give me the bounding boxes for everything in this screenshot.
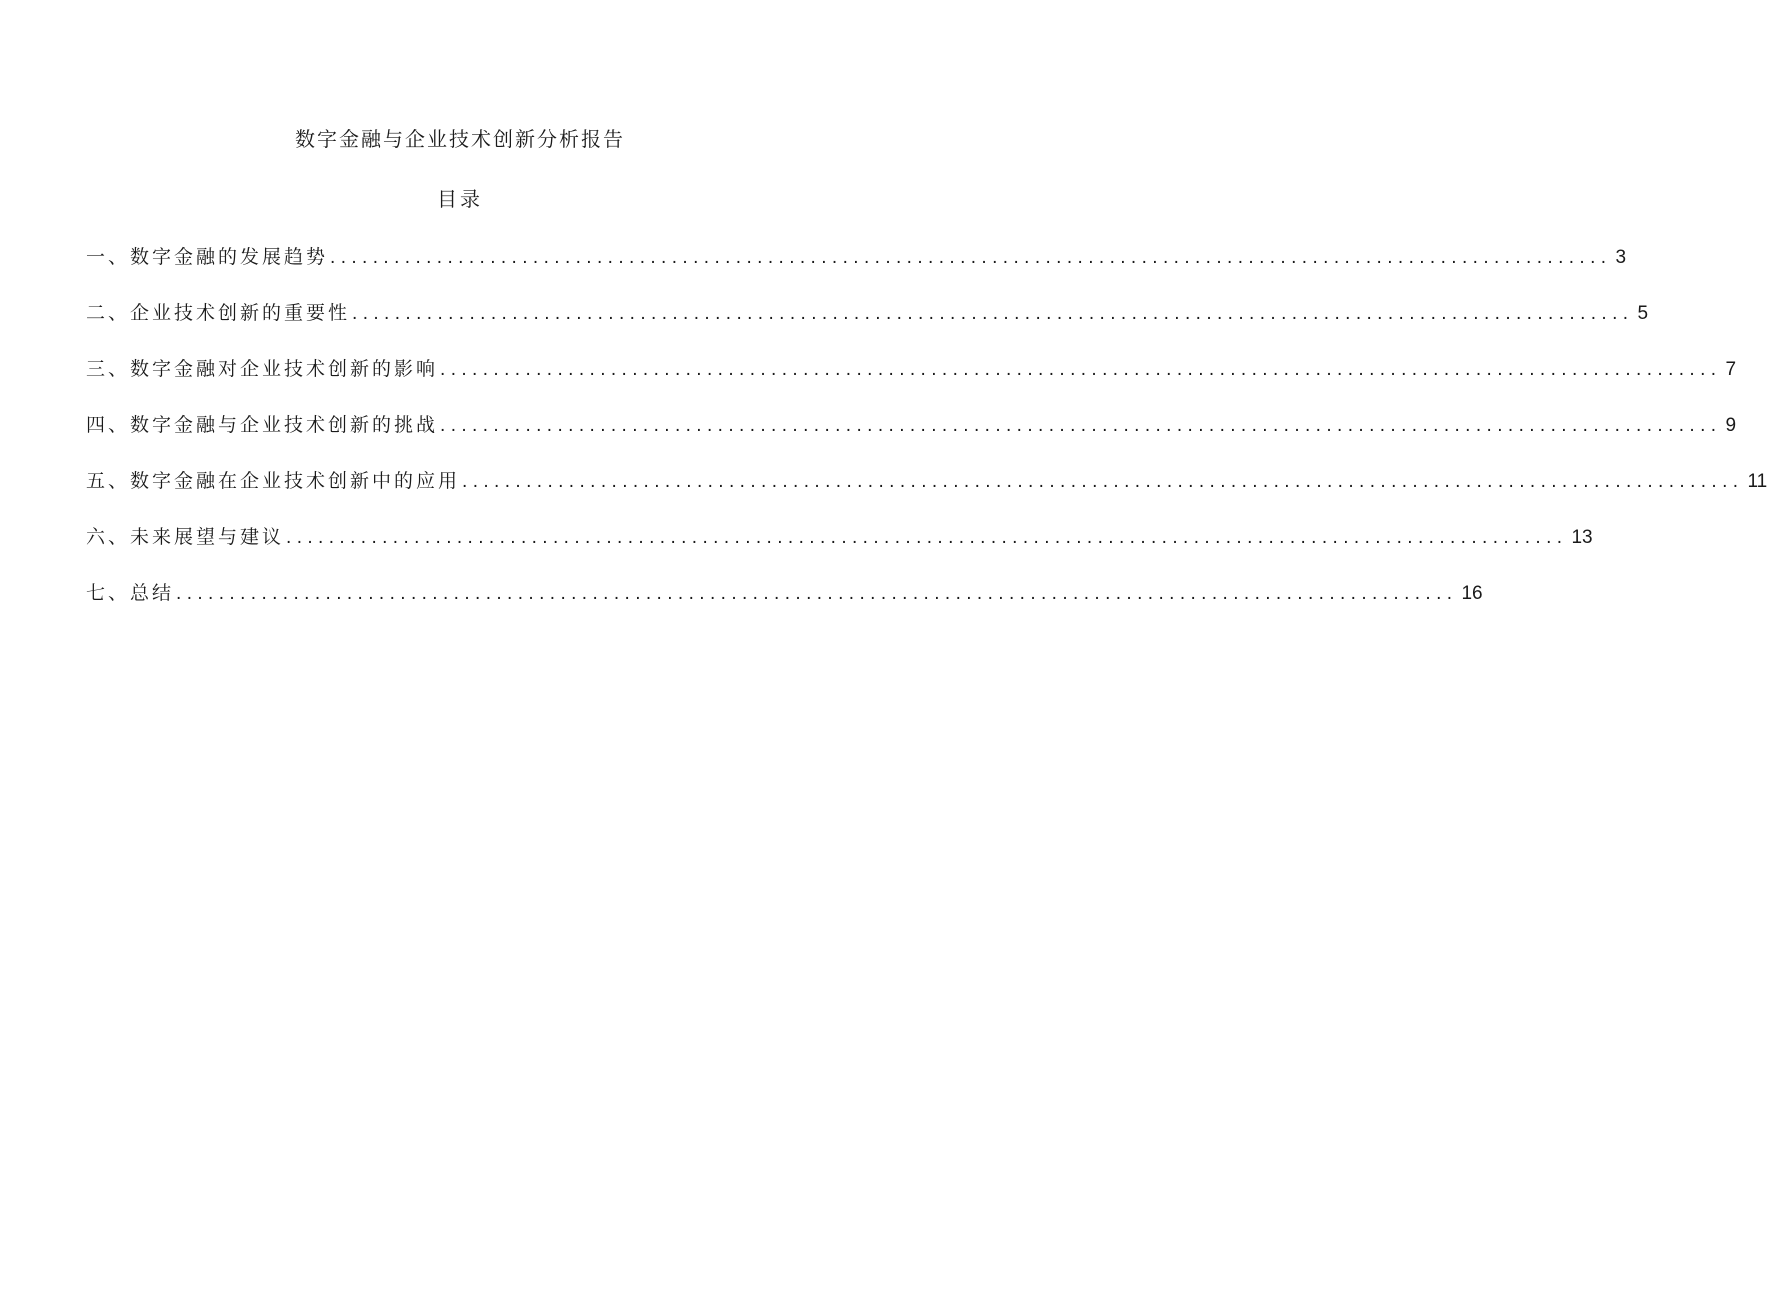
toc-page-number: 13 — [1571, 527, 1593, 548]
toc-entry[interactable] — [86, 410, 1737, 466]
toc-page-number: 9 — [1725, 415, 1737, 436]
toc-page-number: 3 — [1615, 247, 1627, 268]
toc-page-number: 16 — [1461, 583, 1483, 604]
toc-entry[interactable] — [86, 466, 1767, 522]
toc-entry[interactable] — [86, 354, 1737, 410]
toc-dot-leader: ........................................................................................................................ — [440, 359, 1722, 380]
toc-heading: 目录 — [437, 187, 483, 211]
toc-dot-leader: ........................................................................................................................ — [462, 471, 1744, 492]
table-of-contents — [86, 242, 1767, 634]
toc-dot-leader: ........................................................................................................................ — [286, 527, 1568, 548]
toc-page-number: 11 — [1747, 471, 1767, 492]
toc-entry-label: 六、未来展望与建议 — [86, 526, 285, 548]
toc-entry-label: 二、企业技术创新的重要性 — [86, 302, 351, 324]
toc-entry-label: 七、总结 — [86, 582, 175, 604]
toc-dot-leader: ........................................................................................................................ — [440, 415, 1722, 436]
toc-dot-leader: ........................................................................................................................ — [176, 583, 1458, 604]
toc-dot-leader: ........................................................................................................................ — [330, 247, 1612, 268]
toc-entry-label: 一、数字金融的发展趋势 — [86, 246, 329, 268]
toc-page-number: 5 — [1637, 303, 1649, 324]
toc-entry[interactable] — [86, 522, 1593, 578]
toc-entry[interactable] — [86, 298, 1649, 354]
toc-entry-label: 三、数字金融对企业技术创新的影响 — [86, 358, 439, 380]
toc-entry[interactable] — [86, 242, 1627, 298]
toc-page-number: 7 — [1725, 359, 1737, 380]
document-title: 数字金融与企业技术创新分析报告 — [295, 127, 625, 151]
toc-entry[interactable] — [86, 578, 1483, 634]
toc-dot-leader: ........................................................................................................................ — [352, 303, 1634, 324]
toc-entry-label: 四、数字金融与企业技术创新的挑战 — [86, 414, 439, 436]
toc-entry-label: 五、数字金融在企业技术创新中的应用 — [86, 470, 461, 492]
